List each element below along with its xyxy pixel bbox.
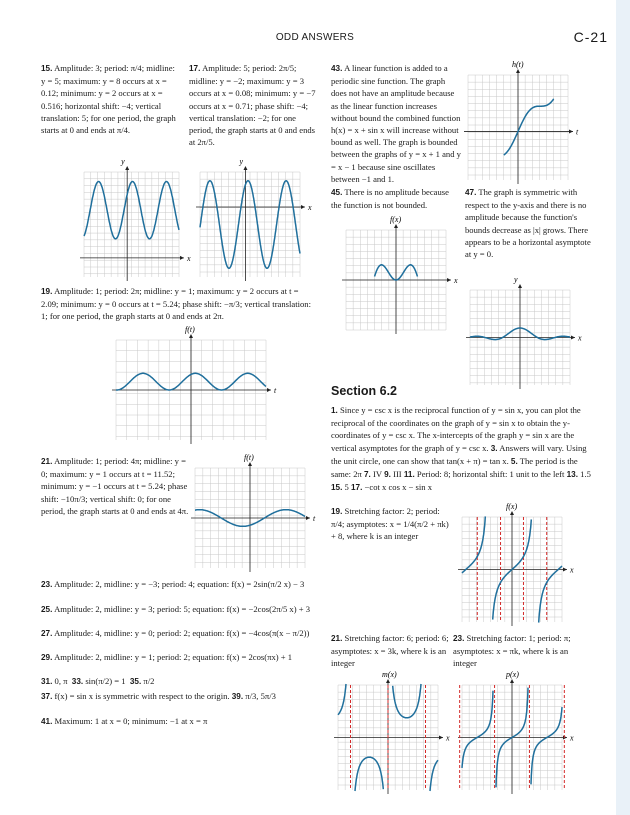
graph-section-21 [338, 670, 450, 790]
svg-text:x: x [454, 276, 458, 285]
answer-37-39: 37. f(x) = sin x is symmetric with respect to the origin. 39. π/3, 5π/3 [41, 691, 276, 701]
section-heading: Section 6.2 [331, 384, 397, 398]
answer-31-33-35: 31. 0, π 33. sin(π/2) = 1 35. π/2 [41, 676, 155, 686]
svg-text:t: t [313, 514, 316, 523]
svg-text:t: t [576, 127, 579, 137]
svg-text:x: x [446, 733, 450, 743]
svg-text:y: y [514, 275, 518, 284]
answer-19: 19. Amplitude: 1; period: 2π; midline: y = 1; maximum: y = 2 occurs at t = 2.09; minimum: y = 0 occurs at t = 5.24; phase shift: −π/3; vertical translation: 1; for one period, the graph starts at 0 and ends at 2π. [41, 286, 311, 322]
running-header: ODD ANSWERS [275, 32, 355, 43]
svg-text:f(t): f(t) [244, 453, 254, 462]
page-edge-tab [616, 0, 630, 815]
answer-23: 23. Amplitude: 2, midline: y = −3; period: 4; equation: f(x) = 2sin(π/2 x) − 3 [41, 579, 305, 589]
svg-text:x: x [308, 203, 312, 212]
answer-25: 25. Amplitude: 2, midline: y = 3; period: 5; equation: f(x) = −2cos(2π/5 x) + 3 [41, 604, 311, 614]
answer-27: 27. Amplitude: 4, midline: y = 0; period: 2; equation: f(x) = −4cos(π(x − π/2)) [41, 628, 310, 638]
svg-text:f(x): f(x) [390, 215, 402, 224]
svg-text:x: x [187, 253, 191, 263]
section-answer-23: 23. Stretching factor: 1; period: π; asymptotes: x = πk, where k is an integer [453, 633, 571, 669]
svg-text:x: x [570, 733, 574, 743]
answer-21: 21. Amplitude: 1; period: 4π; midline: y = 0; maximum: y = 1 occurs at t = 11.52; minimum: y = −1 occurs at t = 5.24; phase shift: −10π/3; vertical shift: 0; for one period, the graph starts at 0 and ends at 4π. [41, 456, 189, 516]
graph-19 [116, 325, 277, 440]
section-answers-1-17: 1. Since y = csc x is the reciprocal function of y = sin x, you can plot the reciprocal of the coordinates on the graph of y = sin x to obtain the y-coordinates of y = csc x. The x-intercepts of the graph y = sin x are the vertical asymptotes for the graph of y = csc x. 3. Answers will vary. Using the unit circle, one can show that tan(x + π) = tan x. 5. The period is the same: 2π 7. IV 9. III 11. Period: 8; horizontal shift: 1 unit to the left 13. 1.5 15. 5 17. −cot x cos x − sin x [331, 405, 591, 493]
svg-text:m(x): m(x) [382, 670, 397, 679]
answer-45: 45. There is no amplitude because the function is not bounded. [331, 187, 449, 211]
graph-47 [470, 275, 582, 385]
graph-15 [84, 157, 191, 277]
graph-43 [468, 60, 579, 180]
svg-text:y: y [239, 157, 244, 166]
svg-text:t: t [274, 386, 277, 395]
svg-text:f(x): f(x) [506, 502, 518, 511]
answer-41: 41. Maximum: 1 at x = 0; minimum: −1 at x = π [41, 716, 208, 726]
answer-47: 47. The graph is symmetric with respect to the y-axis and there is no amplitude because the function's bounds decrease as |x| grows. There appears to be a horizontal asymptote at y = 0. [465, 187, 591, 260]
graph-section-19 [462, 502, 574, 622]
answer-17: 17. Amplitude: 5; period: 2π/5; midline: y = −2; maximum: y = 3 occurs at x = 0.08; minimum: y = −7 occurs at x = 0.71; phase shift: −4; vertical translation: −2; for one period, the graph starts at 0 and ends at 2π/5. [189, 63, 316, 148]
answer-15: 15. Amplitude: 3; period: π/4; midline: y = 5; maximum: y = 8 occurs at x = 0.12; minimum: y = 2 occurs at x = 0.516; horizontal shift: −4; vertical translation: 5; for one period, the graph starts at 0 and ends at π/4. [41, 63, 176, 136]
svg-text:p(x): p(x) [506, 670, 519, 679]
page-number: C-21 [573, 29, 608, 45]
answer-29: 29. Amplitude: 2, midline: y = 1; period: 2; equation: f(x) = 2cos(πx) + 1 [41, 652, 293, 662]
svg-text:y: y [121, 157, 125, 166]
graph-17 [200, 157, 312, 277]
section-answer-21: 21. Stretching factor: 6; period: 6; asymptotes: x = 3k, where k is an integer [331, 633, 449, 669]
graph-21 [195, 453, 316, 568]
section-answer-19: 19. Stretching factor: 2; period: π/4; asymptotes: x = 1/4(π/2 + πk) + 8, where k is an integer [331, 506, 449, 542]
graph-section-23 [462, 670, 574, 790]
svg-text:x: x [578, 333, 582, 343]
graph-45 [346, 215, 458, 330]
svg-text:h(t): h(t) [512, 60, 524, 69]
svg-text:x: x [570, 565, 574, 575]
svg-text:f(t): f(t) [185, 325, 195, 334]
answer-43: 43. A linear function is added to a periodic sine function. The graph does not have an amplitude because as the linear function increases without bound the combined function h(x) = x + sin x will increase without bound as well. The graph is bounded between the graphs of y = x + 1 and y = x − 1 because sine oscillates between −1 and 1. [331, 63, 461, 184]
